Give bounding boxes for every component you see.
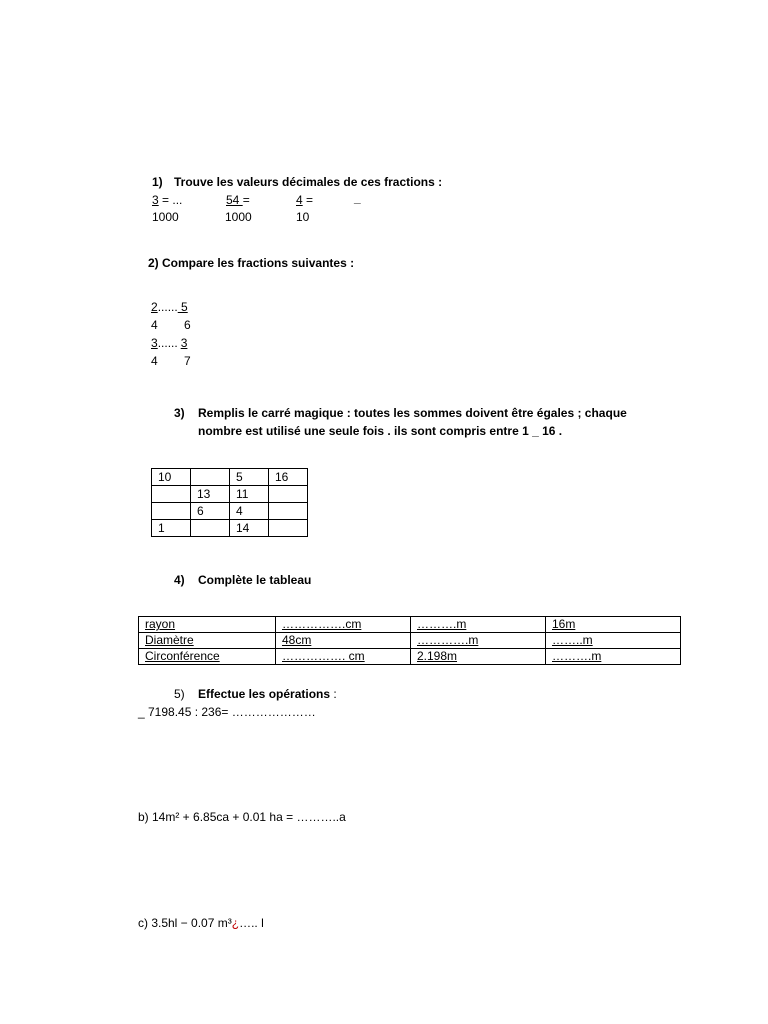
table-cell: ………….m <box>411 633 546 649</box>
table-cell: ……………. cm <box>276 649 411 665</box>
magic-row <box>152 520 308 537</box>
ex1-number: 1) <box>152 175 163 189</box>
fraction-numerator: 2 <box>151 300 158 314</box>
table-cell: ……….m <box>411 617 546 633</box>
magic-cell <box>269 486 308 503</box>
magic-cell <box>191 520 230 537</box>
table-cell: rayon <box>139 617 276 633</box>
fraction-denominator: 1000 <box>152 210 179 224</box>
table-row <box>139 633 681 649</box>
ex5-number: 5) <box>174 687 185 701</box>
unknown-char-mark: ¿ <box>231 916 240 930</box>
table-cell: ……….m <box>546 649 681 665</box>
table-cell: ……..m <box>546 633 681 649</box>
magic-cell: 10 <box>152 469 191 486</box>
table-cell: 48cm <box>276 633 411 649</box>
ex1-fraction-3 <box>296 193 313 208</box>
fraction-numerator: 3 <box>152 193 159 207</box>
ex4-title: Complète le tableau <box>198 573 312 587</box>
fraction-denominator: 10 <box>296 210 310 224</box>
magic-row <box>152 486 308 503</box>
ex5-title-colon: : <box>330 687 337 701</box>
fraction-denominator: 1000 <box>225 210 252 224</box>
table-row <box>139 617 681 633</box>
ex1-dash: _ <box>354 191 361 205</box>
ex1-fraction-1 <box>152 193 182 208</box>
fraction-numerator: 4 <box>296 193 303 207</box>
circle-table <box>138 616 681 665</box>
fraction-equals: = <box>302 193 314 207</box>
fraction-denominator: 6 <box>184 318 191 332</box>
fraction-equals: = ... <box>158 193 183 207</box>
ex3-line-2: nombre est utilisé une seule fois . ils sont compris entre 1 _ 16 . <box>198 424 563 438</box>
operation-a: _ 7198.45 : 236= ………………… <box>138 705 316 719</box>
table-cell: Diamètre <box>139 633 276 649</box>
comparison-dots: ...... <box>157 336 178 350</box>
fraction-numerator: 3 <box>151 336 158 350</box>
magic-cell: 11 <box>230 486 269 503</box>
ex1-fraction-2 <box>226 193 250 208</box>
fraction-denominator: 4 <box>151 318 158 332</box>
table-cell: 2.198m <box>411 649 546 665</box>
fraction-denominator: 4 <box>151 354 158 368</box>
magic-cell: 6 <box>191 503 230 520</box>
table-row <box>139 649 681 665</box>
ex2-comparison-1 <box>151 300 188 315</box>
table-cell: 16m <box>546 617 681 633</box>
table-cell: …………….cm <box>276 617 411 633</box>
magic-cell <box>152 486 191 503</box>
ex4-number: 4) <box>174 573 185 587</box>
operation-c <box>138 916 264 931</box>
magic-row <box>152 503 308 520</box>
magic-cell: 1 <box>152 520 191 537</box>
ex3-number: 3) <box>174 406 185 420</box>
comparison-dots: ...... <box>157 300 178 314</box>
magic-square <box>151 468 308 537</box>
magic-cell <box>191 469 230 486</box>
fraction-denominator: 7 <box>184 354 191 368</box>
table-cell: Circonférence <box>139 649 276 665</box>
magic-row <box>152 469 308 486</box>
ex3-line-1: Remplis le carré magique : toutes les sommes doivent être égales ; chaque <box>198 406 627 420</box>
fraction-numerator: 54 <box>226 193 243 207</box>
operation-c-text: c) 3.5hl − 0.07 m³ <box>138 916 232 930</box>
magic-cell: 4 <box>230 503 269 520</box>
magic-cell <box>269 503 308 520</box>
magic-cell: 5 <box>230 469 269 486</box>
operation-c-answer: ….. l <box>239 916 264 930</box>
ex5-title <box>198 687 337 702</box>
magic-cell <box>269 520 308 537</box>
ex2-title: 2) Compare les fractions suivantes : <box>148 256 355 270</box>
magic-cell <box>152 503 191 520</box>
ex2-comparison-2 <box>151 336 187 351</box>
fraction-numerator: 5 <box>177 300 188 314</box>
operation-b: b) 14m² + 6.85ca + 0.01 ha = ………..a <box>138 810 346 824</box>
magic-cell: 13 <box>191 486 230 503</box>
magic-cell: 16 <box>269 469 308 486</box>
ex5-title-text: Effectue les opérations <box>198 687 331 701</box>
magic-cell: 14 <box>230 520 269 537</box>
fraction-numerator: 3 <box>180 336 188 350</box>
fraction-equals: = <box>242 193 250 207</box>
ex1-title: Trouve les valeurs décimales de ces fractions : <box>174 175 443 189</box>
